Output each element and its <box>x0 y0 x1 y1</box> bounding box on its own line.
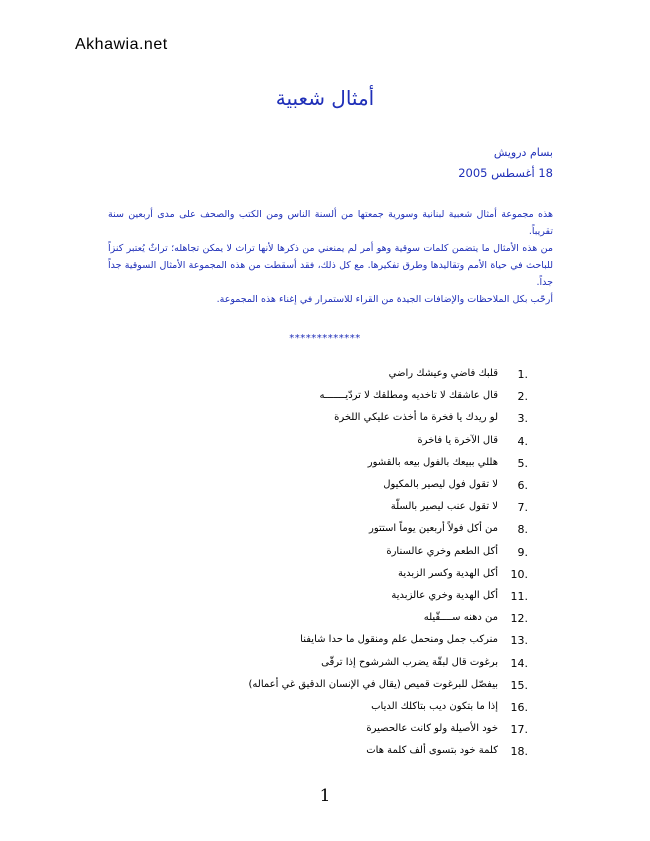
page-number: 1 <box>319 786 331 806</box>
list-item-number: 10. <box>510 567 528 581</box>
list-item-number: 18. <box>510 745 528 759</box>
author-name: بسام درويش <box>493 146 553 159</box>
list-item <box>0 368 650 386</box>
list-item-number: 16. <box>510 701 528 714</box>
intro-paragraph: هذه مجموعة أمثال شعبية لبنانية وسورية جمعتها من ألسنة الناس ومن الكتب والصحف على مدى أربعين سنة تقريباً. <box>108 209 553 237</box>
list-item <box>0 412 650 430</box>
list-item-number: 5. <box>517 456 528 470</box>
list-item-number: 11. <box>510 590 528 603</box>
list-item-number: 1. <box>517 368 528 381</box>
list-item-number: 7. <box>517 501 528 515</box>
list-item-text: قلبك فاضي وعيشك راضي <box>388 368 498 379</box>
list-item-text: منركب جمل ومنحمل علم ومنقول ما حدا شايفنا <box>300 634 498 646</box>
list-item-text: لا تقول فول ليصير بالمكيول <box>383 479 498 490</box>
list-item-text: قال الآخرة يا فاخرة <box>417 434 498 446</box>
list-item-text: أكل الهدية وكسر الزبدية <box>397 567 498 579</box>
list-item <box>0 634 650 652</box>
list-item <box>0 501 650 519</box>
list-item-text: هللي ببيعك بالفول بيعه بالقشور <box>367 456 498 468</box>
list-item-text: لو ريدك يا فخرة ما أخذت عليكي اللخرة <box>334 412 498 424</box>
list-item <box>0 745 650 763</box>
list-item <box>0 546 650 564</box>
list-item-number: 8. <box>517 523 528 537</box>
list-item <box>0 612 650 630</box>
list-item-text: لا تقول عنب ليصير بالسلّة <box>390 501 498 513</box>
page-title: أمثال شعبية <box>275 86 375 110</box>
stars-separator: ************* <box>289 333 361 344</box>
list-item-number: 14. <box>510 656 528 670</box>
list-item <box>0 657 650 675</box>
site-name: Akhawia.net <box>75 36 168 53</box>
list-item <box>0 568 650 586</box>
list-item <box>0 590 650 608</box>
list-item-text: خود الأصيلة ولو كانت عالحصيرة <box>366 723 498 735</box>
list-item <box>0 479 650 497</box>
list-item-number: 17. <box>510 723 528 737</box>
list-item-text: بيفصّل للبرغوت قميص (يقال في الإنسان الدقيق غي أعماله) <box>248 678 498 690</box>
list-item-number: 15. <box>510 678 528 692</box>
list-item <box>0 457 650 475</box>
list-item-text: برغوت قال لبقّة يضرب الشرشوح إذا ترقّى <box>321 656 498 668</box>
list-item-text: إذا ما بتكون ديب بتاكلك الدياب <box>371 701 498 712</box>
list-item-number: 13. <box>510 634 528 648</box>
list-item-number: 6. <box>517 479 528 492</box>
list-item-number: 3. <box>517 412 528 426</box>
list-item-text: قال عاشقك لا تاخديه ومطلقك لا تردّيـــــــه <box>319 390 498 402</box>
list-item-text: من دهنه ســــقّيله <box>423 612 498 624</box>
intro-paragraph: من هذه الأمثال ما يتضمن كلمات سوقية وهو أمر لم يمنعني من ذكرها لأنها تراث لا يمكن تجاهله؛ تراثٌ يُعتبر كنزاً للباحث في حياة الأمم وتقاليدها وطرق تفكيرها. مع كل ذلك، فقد أسقطت من هذه المجموعة الأمثال السوقية جداً جداً. <box>108 243 553 288</box>
intro-paragraph: أرحّب بكل الملاحظات والإضافات الجيدة من القراء للاستمرار في إغناء هذه المجموعة. <box>216 294 553 305</box>
list-item <box>0 723 650 741</box>
list-item <box>0 523 650 541</box>
list-item-text: أكل الطعم وخري عالسنارة <box>386 545 498 557</box>
list-item <box>0 390 650 408</box>
list-item-text: من أكل فولاً أربعين يوماً استتور <box>368 523 498 535</box>
intro-section <box>108 206 553 308</box>
list-item-text: أكل الهدية وخري عالزبدية <box>391 590 498 601</box>
list-item-text: كلمة خود بتسوى ألف كلمة هات <box>366 745 498 757</box>
list-item-number: 4. <box>517 434 528 448</box>
list-item-number: 2. <box>517 390 528 404</box>
list-item-number: 12. <box>510 612 528 626</box>
list-item <box>0 701 650 719</box>
list-item-number: 9. <box>517 545 528 559</box>
publish-date: 18 أغسطس 2005 <box>458 166 553 180</box>
list-item <box>0 679 650 697</box>
list-item <box>0 435 650 453</box>
